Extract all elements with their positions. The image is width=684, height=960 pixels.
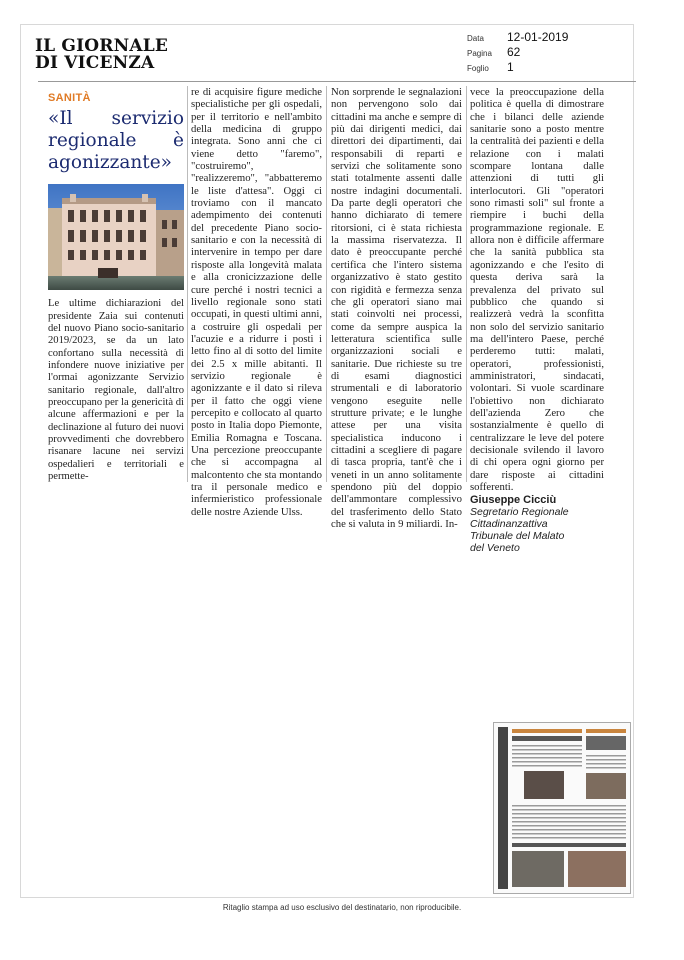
author-organization: del Veneto — [470, 542, 520, 555]
meta-row-sheet — [467, 60, 568, 75]
meta-value: 62 — [507, 45, 521, 59]
author-organization: Cittadinanzattiva — [470, 518, 548, 531]
meta-label: Pagina — [467, 49, 492, 58]
column-divider — [187, 86, 188, 482]
masthead-line-2: DI VICENZA — [35, 53, 155, 73]
article-column-2 — [191, 86, 322, 518]
article-text: Le ultime dichiarazioni del presidente Zaia sui contenuti del nuovo Piano socio-sanitario 2019/2023, se da un lato confortano sulla necessità di infondere nuove iniziative per l'ormai agonizzante Servizio sanitario regionale, dall'altro preoccupano per la genericità di alcune affermazioni e per la declinazione al futuro dei nuovi provvedimenti che dovrebbero risanare lacune nei servizi ospedalieri e territoriali e permette- — [48, 298, 184, 483]
meta-label: Data — [467, 34, 484, 43]
author-name: Giuseppe Cicciù — [470, 494, 557, 507]
page-thumbnail — [493, 722, 631, 894]
article-column-4 — [470, 86, 604, 554]
article-headline: «Il servizio regionale è agonizzante» — [48, 108, 184, 174]
article-text: re di acquisire figure mediche specialistiche per gli ospedali, per il territorio e nell'ambito della medicina di gruppo integrata. Sono anni che ci viene detto "faremo", "costruiremo", "realizzeremo", "abbatteremo le liste d'attesa". Oggi ci troviamo con il mancato adempimento dei contenuti del precedente Piano socio-sanitario e con la necessità di intervenire in tempo per dare risposte alla longevità malata e alla cronicizzazione delle cure perché i nostri tecnici a livello regionale sono stati occupati, in questi ultimi anni, a costruire gli ospedali per l'acuzie e a ridurre i posti i letto fino al di sotto del limite dei 2.5 x mille abitanti. Il servizio regionale è agonizzante e il dato si rileva per il fatto che oggi viene percepito e collocato al quarto posto in Italia dopo Piemonte, Emilia Romagna e Toscana. Una percezione preoccupante che si accompagna al malcontento che sta montando tra il personale medico e infermieristico professionale delle nostre Aziende Ulss. — [191, 86, 322, 518]
column-divider — [466, 86, 467, 482]
article-column-3 — [331, 86, 462, 530]
article-text: vece la preoccupazione della politica è quella di dimostrare che i bilanci delle aziende sanitarie sono a posto mentre la centralità dei pazienti e della relazione con i malati scompare lontana dalle attenzioni di tutti gli interlocutori. Gli "operatori sono rimasti soli" sul fronte a riempire i buchi della programmazione regionale. E allora non è difficile affermare che la sanità pubblica sta agonizzando e che l'esito di questa deriva sarà la prevalenza del privato sul pubblico che quando si realizzerà vedrà la sconfitta non solo del servizio sanitario ma dell'intero Paese, perché perderemo tutti: malati, operatori, professionisti, amministratori, sindacati, volontari. Si vuole scardinare l'obiettivo non dichiarato dell'azienda Zero che sostanzialmente è quello di centralizzare le leve del potere decisionale svilendo il lavoro di chi opera ogni giorno per dare risposte ai cittadini sofferenti. — [470, 86, 604, 493]
meta-value: 1 — [507, 60, 514, 74]
meta-label: Foglio — [467, 64, 489, 73]
article-photo — [48, 184, 184, 290]
meta-row-page — [467, 45, 568, 60]
meta-row-date — [467, 30, 568, 45]
author-organization: Tribunale del Malato — [470, 530, 565, 543]
footer-disclaimer: Ritaglio stampa ad uso esclusivo del destinatario, non riproducibile. — [222, 903, 462, 912]
meta-value: 12-01-2019 — [507, 30, 569, 44]
clipping-meta — [467, 30, 568, 75]
article-text: Non sorprende le segnalazioni non pervengono solo dai cittadini ma anche e sempre di più dai dirigenti medici, dai direttori dei dipartimenti, dai responsabili di reparti e servizi che solitamente sono stati totalmente assenti dalle nostre indagini documentali. Da parte degli operatori che hanno dichiarato di temere ritorsioni, ci è stata richiesta la massima riservatezza. Il dato è preoccupante perché certifica che l'intero sistema organizzativo è stato gestito con rigidità e fermezza senza che gli operatori siano mai stati coinvolti nei processi, come da sempre auspica la letteratura scientifica sulle organizzazioni sociali e sanitarie. Due richieste su tre di esami diagnostici strumentali e di laboratorio vengono eseguite nelle strutture private; e le lunghe attese per una visita specialistica inducono i cittadini a scegliere di pagare di tasca propria, tant'è che i veneti in un anno solitamente spendono più del doppio dell'ammontare complessivo del trasferimento dello Stato che si valuta in 9 miliardi. In- — [331, 86, 462, 531]
author-role: Segretario Regionale — [470, 506, 569, 519]
section-label: SANITÀ — [48, 92, 91, 104]
column-divider — [326, 86, 327, 482]
masthead-line-1: IL GIORNALE — [35, 36, 169, 56]
header-rule — [38, 81, 636, 82]
palazzo-photo-icon — [48, 184, 184, 290]
article-column-1 — [48, 92, 184, 484]
newspaper-masthead — [35, 38, 185, 72]
page-thumbnail-icon — [494, 723, 630, 893]
